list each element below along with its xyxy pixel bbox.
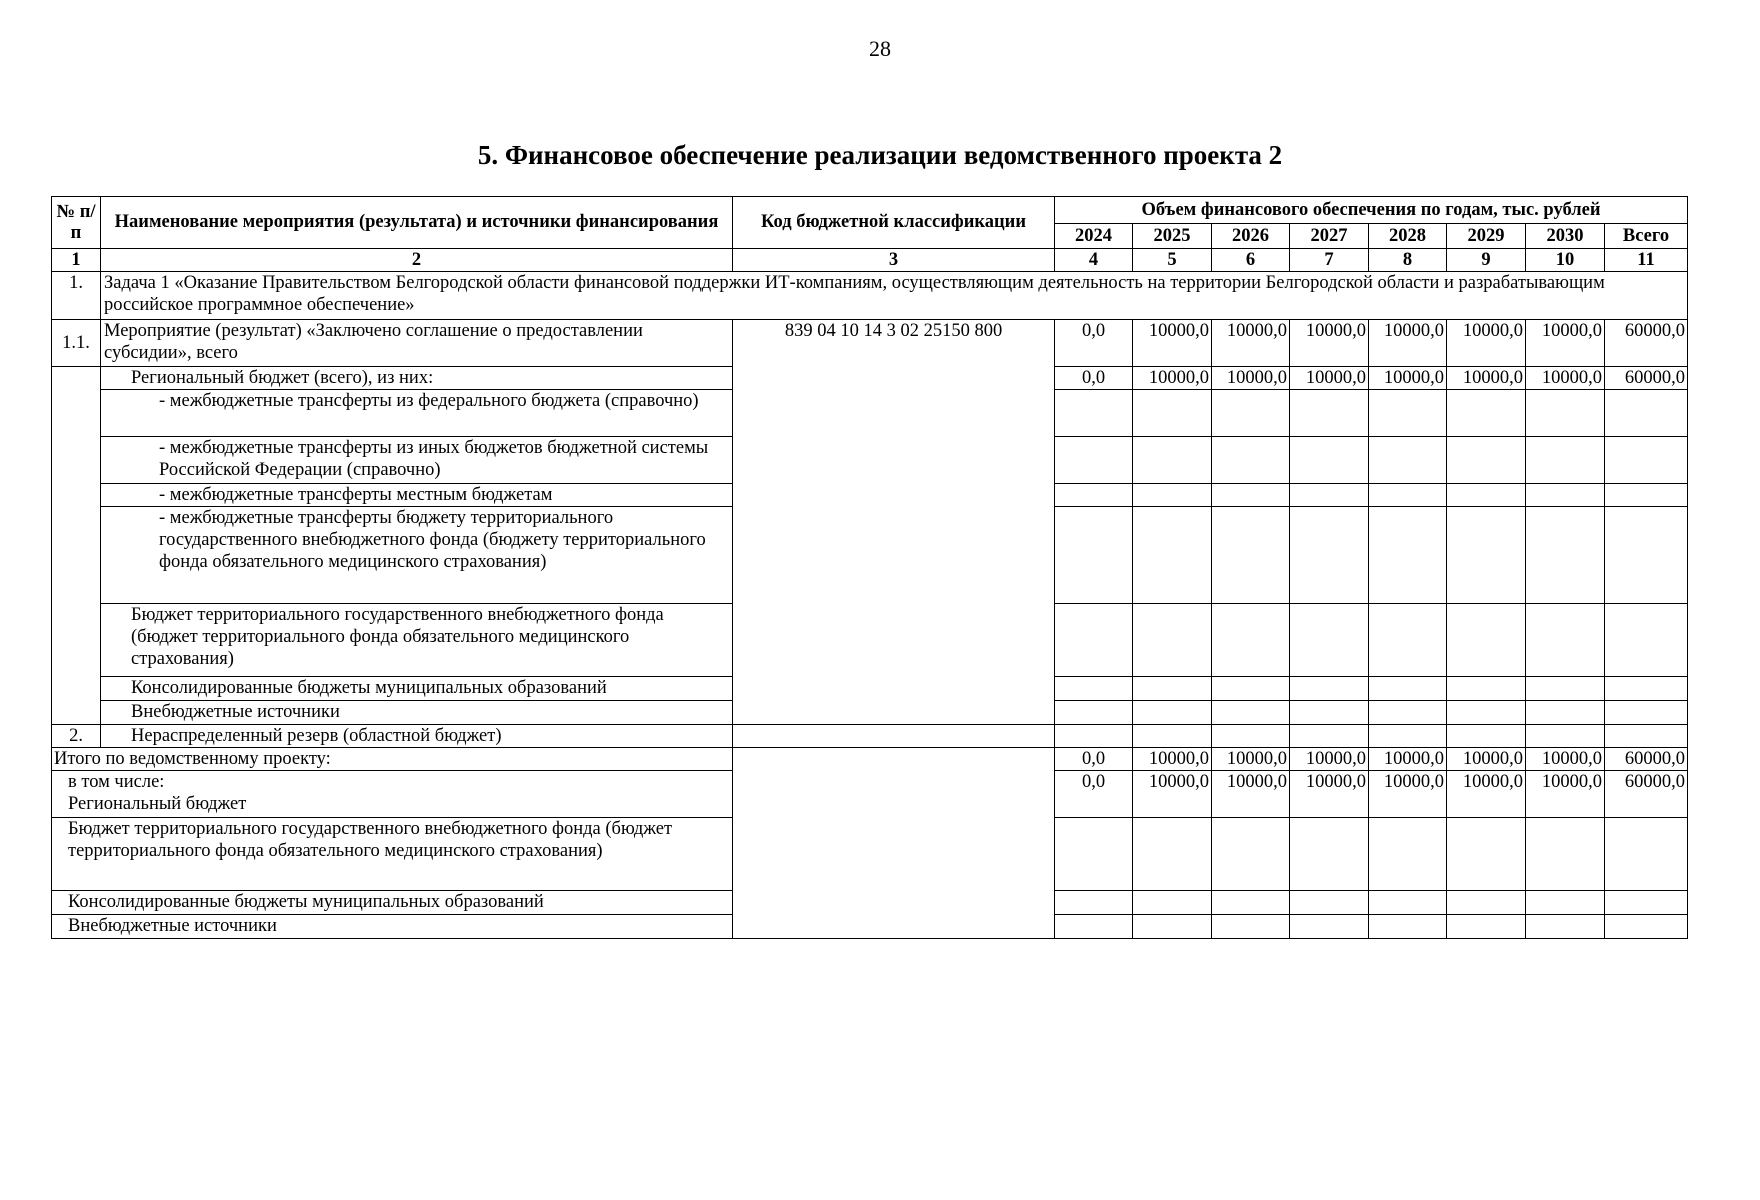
page-number: 28: [869, 36, 891, 61]
value-cell: 10000,0: [1369, 367, 1447, 390]
header-code: Код бюджетной классификации: [733, 197, 1055, 249]
value-cell: 10000,0: [1212, 320, 1290, 367]
value-cell: 60000,0: [1605, 320, 1688, 367]
row-number: 2.: [52, 725, 101, 748]
empty-number-cell: [52, 367, 101, 725]
column-number: 3: [733, 249, 1055, 272]
value-cell: 10000,0: [1526, 320, 1605, 367]
row-number: 1.1.: [52, 320, 101, 367]
value-cell: 10000,0: [1526, 748, 1605, 771]
value-cell: 10000,0: [1369, 320, 1447, 367]
header-year: 2026: [1212, 224, 1290, 249]
value-cell: 10000,0: [1212, 367, 1290, 390]
value-cell: 10000,0: [1290, 748, 1369, 771]
column-number: 5: [1133, 249, 1212, 272]
value-cell: 10000,0: [1290, 367, 1369, 390]
regional-budget-label: Региональный бюджет: [68, 794, 247, 814]
other-source-label: Внебюджетные источники: [101, 701, 733, 725]
header-year: 2024: [1055, 224, 1133, 249]
value-cell: 10000,0: [1447, 367, 1526, 390]
column-number: 8: [1369, 249, 1447, 272]
empty-code-cell: [733, 748, 1055, 939]
sub-row-label: - межбюджетные трансферты из федерального бюджета (справочно): [101, 390, 733, 437]
other-source-label: Консолидированные бюджеты муниципальных образований: [101, 677, 733, 701]
total-source-label: Бюджет территориального государственного внебюджетного фонда (бюджет территориального фонда обязательного медицинского страхования): [52, 818, 733, 891]
value-cell: 10000,0: [1212, 771, 1290, 818]
value-cell: 10000,0: [1447, 748, 1526, 771]
measure-name: Мероприятие (результат) «Заключено соглашение о предоставлении субсидии», всего: [101, 320, 733, 367]
table-row: [52, 748, 1688, 771]
sub-row-label: - межбюджетные трансферты из иных бюджетов бюджетной системы Российской Федерации (справочно): [101, 437, 733, 484]
row-number: 1.: [52, 272, 101, 320]
value-cell: 10000,0: [1526, 367, 1605, 390]
value-cell: 10000,0: [1369, 771, 1447, 818]
column-number: 6: [1212, 249, 1290, 272]
value-cell: 10000,0: [1447, 320, 1526, 367]
including-cell: [52, 771, 733, 818]
including-label: в том числе:: [68, 772, 165, 792]
document-title: 5. Финансовое обеспечение реализации ведомственного проекта 2: [477, 140, 1283, 170]
column-number: 2: [101, 249, 733, 272]
sub-row-label: - межбюджетные трансферты местным бюджетам: [101, 484, 733, 507]
value-cell: 60000,0: [1605, 367, 1688, 390]
header-year: 2029: [1447, 224, 1526, 249]
value-cell: 60000,0: [1605, 771, 1688, 818]
header-number: № п/п: [52, 197, 101, 249]
value-cell: 10000,0: [1447, 771, 1526, 818]
value-cell: 10000,0: [1133, 748, 1212, 771]
total-source-label: Внебюджетные источники: [52, 915, 733, 939]
value-cell: 0,0: [1055, 367, 1133, 390]
table-row: [52, 725, 1688, 748]
reserve-label: Нераспределенный резерв (областной бюджет): [101, 725, 733, 748]
value-cell: 10000,0: [1526, 771, 1605, 818]
sub-row-label: - межбюджетные трансферты бюджету территориального государственного внебюджетного фонда (бюджету территориального фонда обязательного медицинского страхования): [101, 507, 733, 604]
task-text: Задача 1 «Оказание Правительством Белгородской области финансовой поддержки ИТ-компаниям, осуществляющим деятельность на территории Белгородской области и разрабатывающим российское программное обеспечение»: [101, 272, 1688, 320]
value-cell: 60000,0: [1605, 748, 1688, 771]
column-number: 7: [1290, 249, 1369, 272]
value-cell: 10000,0: [1133, 771, 1212, 818]
value-cell: 10000,0: [1133, 367, 1212, 390]
value-cell: 0,0: [1055, 320, 1133, 367]
total-label: Итого по ведомственному проекту:: [52, 748, 733, 771]
regional-budget-label: Региональный бюджет (всего), из них:: [101, 367, 733, 390]
value-cell: 0,0: [1055, 748, 1133, 771]
column-number: 1: [52, 249, 101, 272]
table-row: [52, 272, 1688, 320]
header-year: 2028: [1369, 224, 1447, 249]
value-cell: 10000,0: [1212, 748, 1290, 771]
header-name: Наименование мероприятия (результата) и источники финансирования: [101, 197, 733, 249]
total-source-label: Консолидированные бюджеты муниципальных образований: [52, 891, 733, 915]
header-total: Всего: [1605, 224, 1688, 249]
header-year: 2027: [1290, 224, 1369, 249]
table-row: [52, 320, 1688, 367]
value-cell: 10000,0: [1290, 771, 1369, 818]
value-cell: 0,0: [1055, 771, 1133, 818]
value-cell: 10000,0: [1369, 748, 1447, 771]
value-cell: 10000,0: [1133, 320, 1212, 367]
budget-code: 839 04 10 14 3 02 25150 800: [733, 320, 1055, 725]
column-number: 4: [1055, 249, 1133, 272]
column-number: 11: [1605, 249, 1688, 272]
header-year: 2030: [1526, 224, 1605, 249]
value-cell: 10000,0: [1290, 320, 1369, 367]
financing-table: [51, 196, 1688, 939]
header-year: 2025: [1133, 224, 1212, 249]
column-number: 10: [1526, 249, 1605, 272]
other-source-label: Бюджет территориального государственного внебюджетного фонда (бюджет территориального фонда обязательного медицинского страхования): [101, 604, 733, 677]
header-volume: Объем финансового обеспечения по годам, тыс. рублей: [1055, 197, 1688, 224]
column-number: 9: [1447, 249, 1526, 272]
